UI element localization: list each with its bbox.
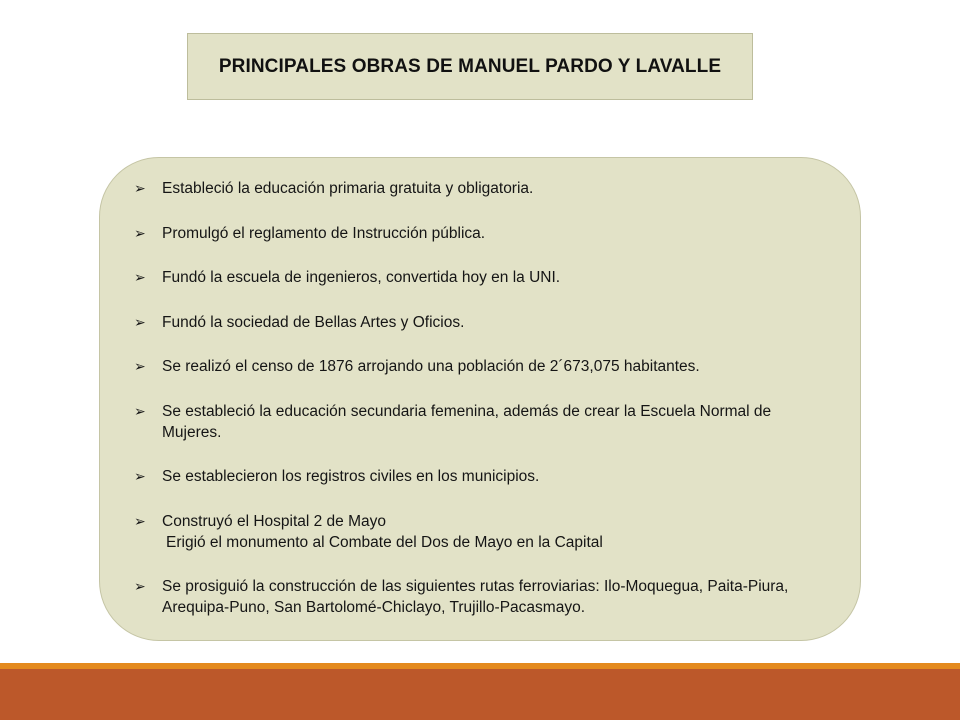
list-item	[134, 401, 834, 443]
arrow-bullet-icon: ➢	[134, 225, 146, 241]
list-item-text: Construyó el Hospital 2 de Mayo	[162, 513, 387, 530]
arrow-bullet-icon: ➢	[134, 314, 146, 330]
list-item	[134, 312, 834, 333]
list-item	[134, 466, 834, 487]
list-item-text: Se prosiguió la construcción de las siguientes rutas ferroviarias: Ilo-Moquegua, Paita-Piura, Arequipa-Puno, San Bartolomé-Chiclayo, Trujillo-Pacasmayo.	[162, 578, 789, 616]
arrow-bullet-icon: ➢	[134, 180, 146, 196]
arrow-bullet-icon: ➢	[134, 269, 146, 285]
list-item	[134, 356, 834, 377]
footer-band	[0, 669, 960, 720]
list-item	[134, 576, 834, 618]
arrow-bullet-icon: ➢	[134, 358, 146, 374]
list-item-subtext: Erigió el monumento al Combate del Dos de Mayo en la Capital	[166, 534, 603, 551]
content-box	[99, 157, 861, 641]
arrow-bullet-icon: ➢	[134, 468, 146, 484]
list-item-text: Promulgó el reglamento de Instrucción pública.	[162, 225, 486, 242]
list-item	[134, 178, 834, 199]
list-item-text: Estableció la educación primaria gratuita y obligatoria.	[162, 180, 534, 197]
list-item	[134, 223, 834, 244]
arrow-bullet-icon: ➢	[134, 403, 146, 419]
list-item-text: Se estableció la educación secundaria femenina, además de crear la Escuela Normal de Mujeres.	[162, 403, 772, 441]
list-item-text: Se establecieron los registros civiles en los municipios.	[162, 468, 540, 485]
title-box	[187, 33, 753, 100]
list-item-text: Fundó la escuela de ingenieros, convertida hoy en la UNI.	[162, 269, 561, 286]
list-item-text: Se realizó el censo de 1876 arrojando una población de 2´673,075 habitantes.	[162, 358, 700, 375]
list-item	[134, 511, 834, 553]
list-item-text: Fundó la sociedad de Bellas Artes y Oficios.	[162, 314, 465, 331]
arrow-bullet-icon: ➢	[134, 513, 146, 529]
slide-title: PRINCIPALES OBRAS DE MANUEL PARDO Y LAVALLE	[218, 55, 722, 77]
list-item	[134, 267, 834, 288]
arrow-bullet-icon: ➢	[134, 578, 146, 594]
